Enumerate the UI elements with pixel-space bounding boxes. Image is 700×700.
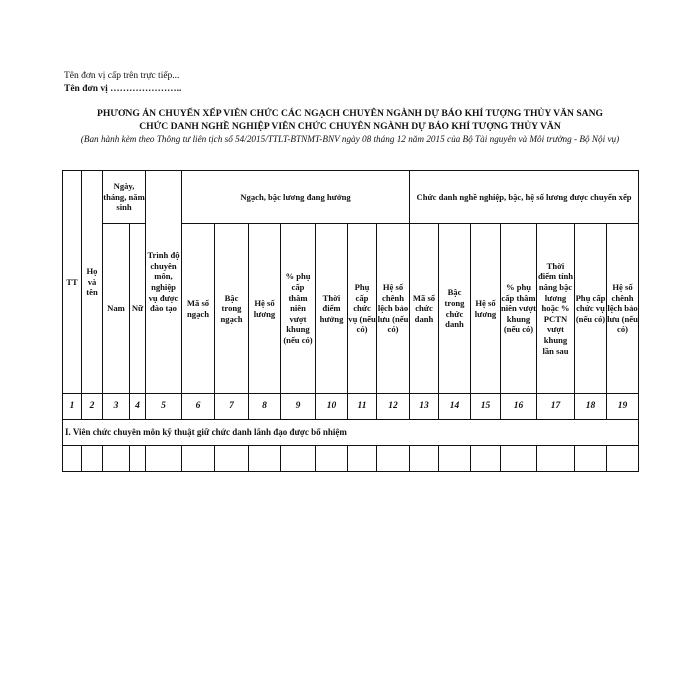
table-cell[interactable] bbox=[103, 446, 130, 472]
section-heading: I. Viên chức chuyên môn kỹ thuật giữ chức danh lãnh đạo được bổ nhiệm bbox=[63, 420, 639, 446]
table-cell[interactable] bbox=[501, 446, 537, 472]
table-cell[interactable] bbox=[377, 446, 410, 472]
col-number: 19 bbox=[607, 394, 639, 420]
header-row-1 bbox=[63, 171, 639, 224]
col-number: 8 bbox=[249, 394, 281, 420]
unit-name-line: Tên đơn vị ………………….. bbox=[64, 84, 182, 94]
col-number: 18 bbox=[575, 394, 607, 420]
table-cell[interactable] bbox=[249, 446, 281, 472]
table-cell[interactable] bbox=[182, 446, 215, 472]
table-cell[interactable] bbox=[281, 446, 316, 472]
col-header-current-date: Thời điểm hưởng bbox=[316, 224, 348, 394]
group-header-current: Ngạch, bậc lương đang hưởng bbox=[182, 171, 410, 224]
table-cell[interactable] bbox=[146, 446, 182, 472]
col-header-current-position: Phụ cấp chức vụ (nếu có) bbox=[348, 224, 377, 394]
col-header-new-next-raise: Thời điểm tính nâng bậc lương hoặc % PCTN vượt khung lần sau bbox=[537, 224, 575, 394]
table-cell[interactable] bbox=[130, 446, 146, 472]
table-row bbox=[63, 446, 639, 472]
parent-unit-line: Tên đơn vị cấp trên trực tiếp... bbox=[64, 71, 180, 81]
col-header-female: Nữ bbox=[130, 224, 146, 394]
table-cell[interactable] bbox=[82, 446, 103, 472]
col-number: 4 bbox=[130, 394, 146, 420]
group-header-new: Chức danh nghề nghiệp, bậc, hệ số lương được chuyển xếp bbox=[410, 171, 639, 224]
col-number: 16 bbox=[501, 394, 537, 420]
column-number-row bbox=[63, 394, 639, 420]
col-number: 17 bbox=[537, 394, 575, 420]
col-number: 6 bbox=[182, 394, 215, 420]
col-header-training: Trình độ chuyên môn, nghiệp vụ được đào tạo bbox=[146, 171, 182, 394]
table-cell[interactable] bbox=[439, 446, 471, 472]
col-number: 3 bbox=[103, 394, 130, 420]
col-header-name: Họ và tên bbox=[82, 171, 103, 394]
col-number: 10 bbox=[316, 394, 348, 420]
table-cell[interactable] bbox=[575, 446, 607, 472]
group-header-dob: Ngày, tháng, năm sinh bbox=[103, 171, 146, 224]
table-cell[interactable] bbox=[63, 446, 82, 472]
col-header-new-seniority: % phụ cấp thâm niên vượt khung (nếu có) bbox=[501, 224, 537, 394]
col-header-male: Nam bbox=[103, 224, 130, 394]
col-header-new-code: Mã số chức danh bbox=[410, 224, 439, 394]
col-number: 1 bbox=[63, 394, 82, 420]
col-header-new-diff: Hệ số chênh lệch bảo lưu (nếu có) bbox=[607, 224, 639, 394]
doc-title-line2: CHỨC DANH NGHỀ NGHIỆP VIÊN CHỨC CHUYÊN NGÀNH DỰ BÁO KHÍ TƯỢNG THỦY VĂN bbox=[139, 121, 561, 132]
table-cell[interactable] bbox=[410, 446, 439, 472]
col-number: 15 bbox=[471, 394, 501, 420]
col-header-current-coef: Hệ số lương bbox=[249, 224, 281, 394]
col-header-current-diff: Hệ số chênh lệch bảo lưu (nếu có) bbox=[377, 224, 410, 394]
section-row bbox=[63, 420, 639, 446]
doc-subtitle: (Ban hành kèm theo Thông tư liên tịch số 54/2015/TTLT-BTNMT-BNV ngày 08 tháng 12 năm 2015 của Bộ Tài nguyên và Môi trường - Bộ Nội vụ) bbox=[80, 134, 620, 144]
table-cell[interactable] bbox=[316, 446, 348, 472]
col-number: 14 bbox=[439, 394, 471, 420]
col-number: 5 bbox=[146, 394, 182, 420]
col-header-current-grade: Bậc trong ngạch bbox=[215, 224, 249, 394]
col-header-new-grade: Bậc trong chức danh bbox=[439, 224, 471, 394]
col-number: 13 bbox=[410, 394, 439, 420]
table-cell[interactable] bbox=[537, 446, 575, 472]
col-header-current-code: Mã số ngạch bbox=[182, 224, 215, 394]
col-header-new-coef: Hệ số lương bbox=[471, 224, 501, 394]
col-header-tt: TT bbox=[63, 171, 82, 394]
conversion-table bbox=[62, 170, 639, 472]
col-number: 11 bbox=[348, 394, 377, 420]
col-number: 9 bbox=[281, 394, 316, 420]
col-number: 12 bbox=[377, 394, 410, 420]
table-cell[interactable] bbox=[471, 446, 501, 472]
col-header-current-seniority: % phụ cấp thâm niên vượt khung (nếu có) bbox=[281, 224, 316, 394]
col-number: 7 bbox=[215, 394, 249, 420]
table-cell[interactable] bbox=[348, 446, 377, 472]
col-header-new-position: Phụ cấp chức vụ (nếu có) bbox=[575, 224, 607, 394]
table-cell[interactable] bbox=[215, 446, 249, 472]
table-cell[interactable] bbox=[607, 446, 639, 472]
doc-title-line1: PHƯƠNG ÁN CHUYỂN XẾP VIÊN CHỨC CÁC NGẠCH CHUYÊN NGÀNH DỰ BÁO KHÍ TƯỢNG THỦY VĂN SANG bbox=[96, 108, 603, 119]
col-number: 2 bbox=[82, 394, 103, 420]
